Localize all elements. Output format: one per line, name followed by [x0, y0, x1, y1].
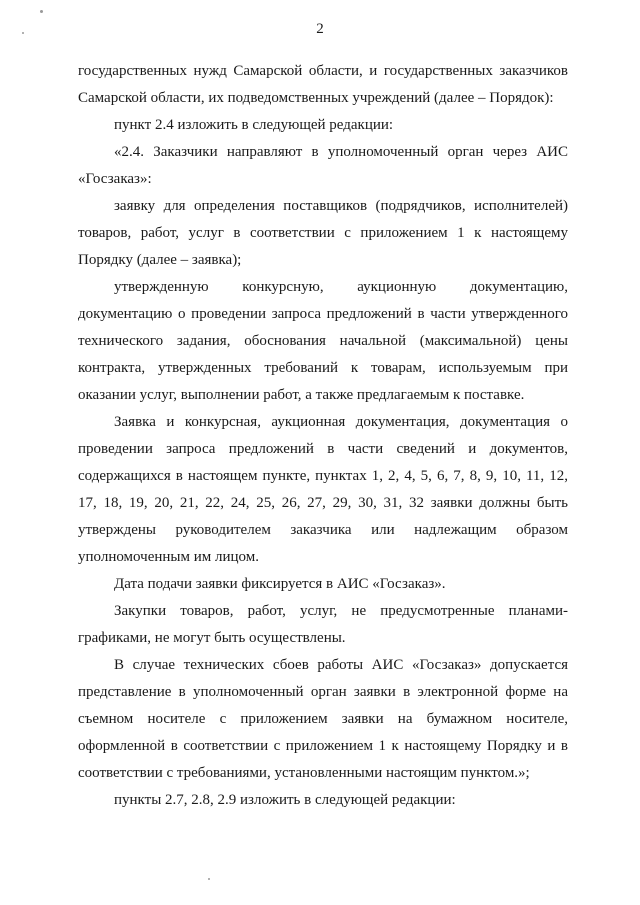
paragraph-intro: государственных нужд Самарской области, и государственных заказчиков Самарской области, их подведомственных учреждений (далее – Порядок):	[78, 63, 568, 106]
paragraph-documentation: утвержденную конкурсную, аукционную документацию, документацию о проведении запроса предложений в части утвержденного технического задания, обоснования начальной (максимальной) цены контракта, утвержденных требований к товарам, используемым при оказании услуг, выполнении работ, а также предлагаемым к поставке.	[78, 279, 568, 403]
scan-speck	[40, 10, 43, 13]
paragraph-amend-2-4: пункт 2.4 изложить в следующей редакции:	[114, 117, 394, 133]
paragraph-technical-failures: В случае технических сбоев работы АИС «Госзаказ» допускается представление в уполномоченный орган заявки в электронной форме на съемном носителе с приложением заявки на бумажном носителе, оформленной в соответствии с приложением 1 к настоящему Порядку и в соответствии с требованиями, установленными настоящим пунктом.»;	[78, 657, 568, 781]
paragraph-application: заявку для определения поставщиков (подрядчиков, исполнителей) товаров, работ, услуг в соответствии с приложением 1 к настоящему Порядку (далее – заявка);	[78, 198, 568, 268]
page-number: 2	[316, 21, 324, 37]
paragraph-approval: Заявка и конкурсная, аукционная документация, документация о проведении запроса предложений в части сведений и документов, содержащихся в настоящем пункте, пунктах 1, 2, 4, 5, 6, 7, 8, 9, 10, 11, 12, 17, 18, 19, 20, 21, 22, 24, 25, 26, 27, 29, 30, 31, 32 заявки должны быть утверждены руководителем заказчика или надлежащим образом уполномоченным им лицом.	[78, 414, 568, 565]
scan-speck	[208, 878, 210, 880]
paragraph-submission-date: Дата подачи заявки фиксируется в АИС «Госзаказ».	[114, 576, 446, 592]
paragraph-amend-2-7: пункты 2.7, 2.8, 2.9 изложить в следующей редакции:	[114, 792, 456, 808]
document-body	[78, 58, 568, 814]
paragraph-clause-2-4: «2.4. Заказчики направляют в уполномоченный орган через АИС «Госзаказ»:	[78, 144, 568, 187]
paragraph-unplanned-purchases: Закупки товаров, работ, услуг, не предусмотренные планами-графиками, не могут быть осуществлены.	[78, 603, 568, 646]
